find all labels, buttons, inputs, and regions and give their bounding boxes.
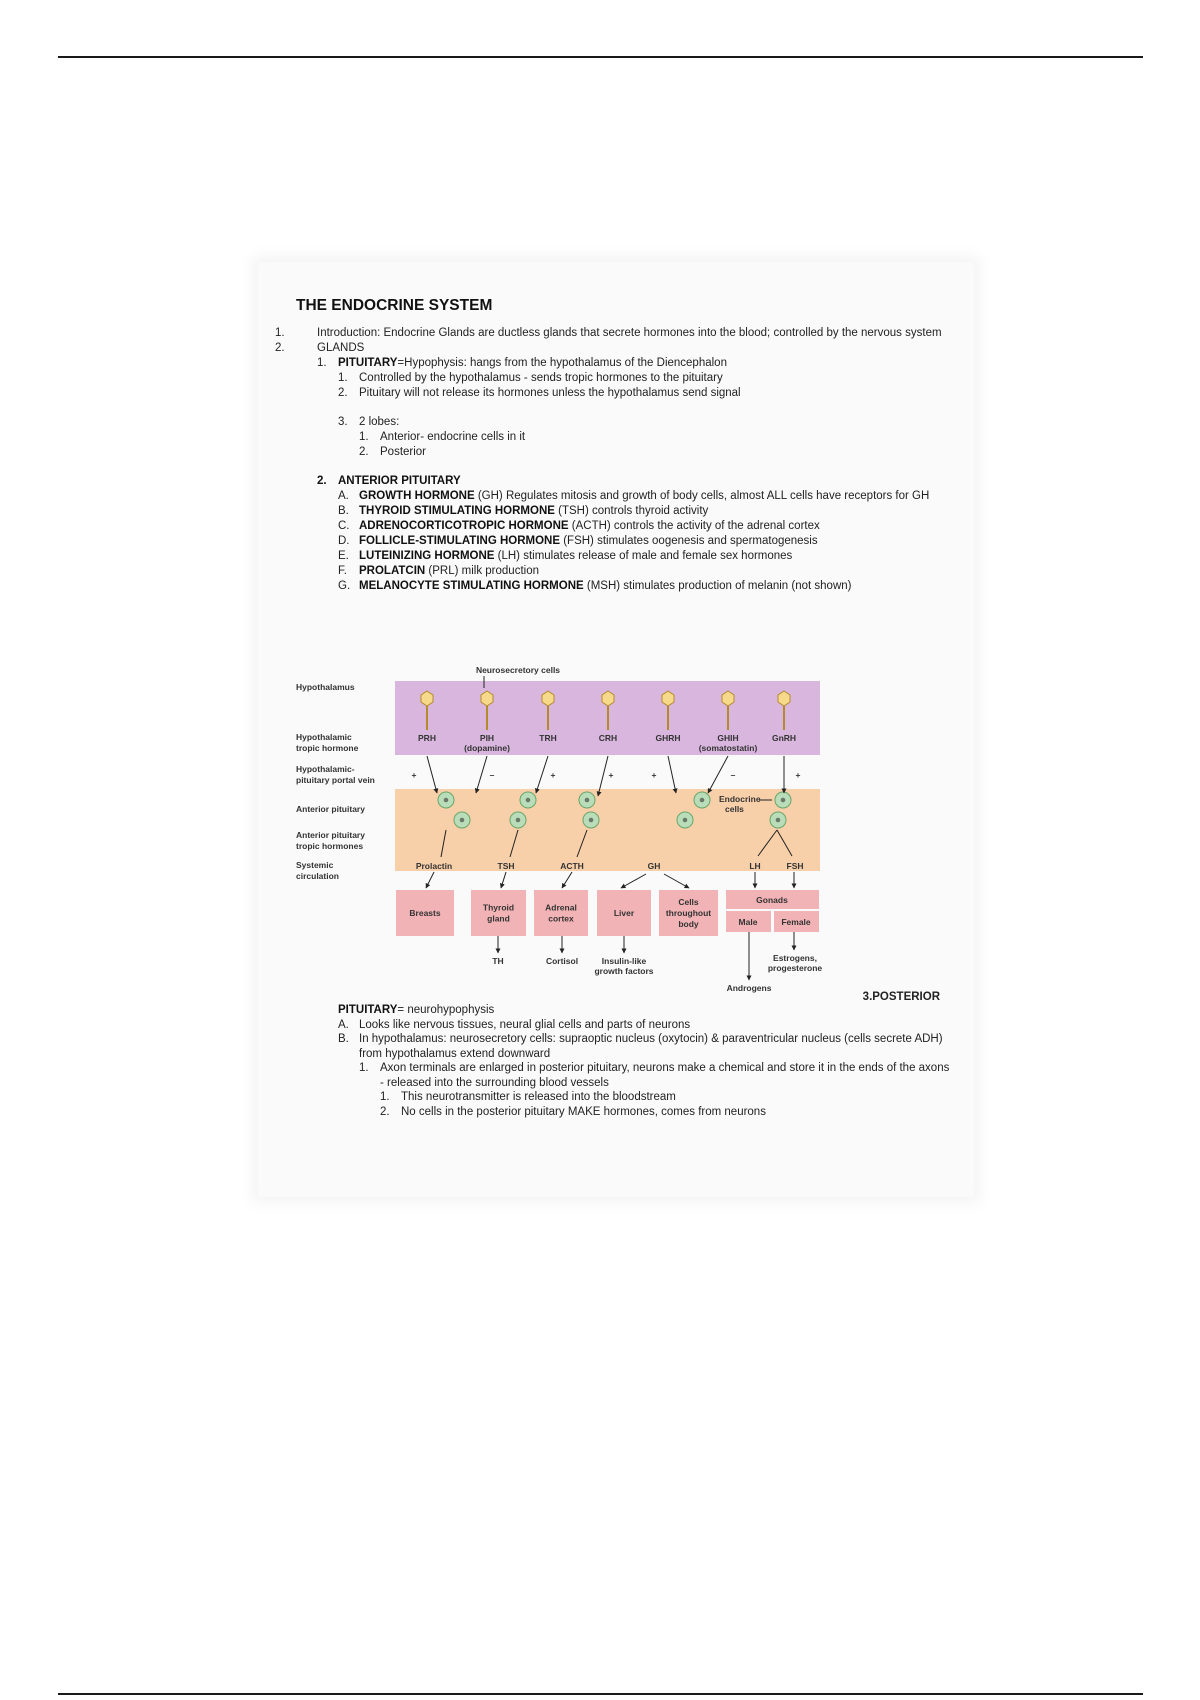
gonads-label: Gonads bbox=[756, 895, 788, 905]
regulation-sign: + bbox=[795, 770, 801, 780]
portal-arrow bbox=[668, 756, 676, 793]
pituitary-hormone: TSH bbox=[497, 861, 515, 871]
posterior-sublist bbox=[359, 1061, 956, 1119]
target-label: body bbox=[678, 919, 699, 929]
spacer bbox=[359, 401, 956, 415]
hypothalamic-hormone: GHIH bbox=[717, 733, 739, 743]
list-item: 2. No cells in the posterior pituitary MAKE hormones, comes from neurons bbox=[380, 1105, 766, 1118]
regulation-sign: + bbox=[608, 770, 614, 780]
hypothalamic-hormone: TRH bbox=[539, 733, 557, 743]
pituitary-hormone: FSH bbox=[786, 861, 804, 871]
regulation-sign: – bbox=[489, 770, 495, 780]
output-label: Estrogens, bbox=[773, 953, 817, 963]
page-title: THE ENDOCRINE SYSTEM bbox=[296, 297, 493, 314]
circulation-arrow bbox=[562, 872, 572, 888]
neuron-icon bbox=[421, 691, 433, 706]
neuron-icon bbox=[481, 691, 493, 706]
cell-nucleus bbox=[585, 798, 590, 803]
row-label: Anterior pituitary bbox=[296, 804, 365, 814]
bottom-rule bbox=[58, 1693, 1143, 1695]
list-item: 1. This neurotransmitter is released into the bloodstream bbox=[380, 1091, 676, 1103]
list-item: B. THYROID STIMULATING HORMONE (TSH) controls thyroid activity bbox=[338, 505, 709, 517]
endocrine-cells-label: cells bbox=[725, 804, 744, 814]
cell-nucleus bbox=[460, 818, 465, 823]
list-item: A. GROWTH HORMONE (GH) Regulates mitosis and growth of body cells, almost ALL cells have receptors for GH bbox=[338, 490, 930, 502]
cell-nucleus bbox=[516, 818, 521, 823]
cell-nucleus bbox=[683, 818, 688, 823]
circulation-arrow bbox=[426, 872, 434, 888]
list-item: 1. Anterior- endocrine cells in it bbox=[359, 431, 526, 443]
anterior-list bbox=[338, 489, 956, 594]
output-label: progesterone bbox=[767, 963, 823, 973]
hypothalamic-hormone: CRH bbox=[598, 733, 618, 743]
neuron-icon bbox=[778, 691, 790, 706]
row-label: Anterior pituitary bbox=[296, 830, 365, 840]
posterior-title: PITUITARY= neurohypophysis bbox=[338, 1004, 495, 1016]
output-label: TH bbox=[492, 956, 504, 966]
row-label: Hypothalamus bbox=[296, 682, 355, 692]
neuron-icon bbox=[542, 691, 554, 706]
circulation-arrow bbox=[621, 874, 646, 888]
target-label: Adrenal bbox=[545, 902, 577, 913]
row-label: tropic hormones bbox=[296, 841, 364, 851]
list-item: B. In hypothalamus: neurosecretory cells: supraoptic nucleus (oxytocin) & paraventricular nucleus (cells secrete ADH) from hypothalamus extend downward 1. Axon terminals are enlarged in posterior pituitary, neurons make a chemical and store it in the ends of the axons - released into the surrounding blood vessels 1. This neurotransmitter is released into the bloodstream 2. No cells in the posterior pituitary MAKE hormones, comes from neurons bbox=[359, 1032, 956, 1119]
list-item: C. ADRENOCORTICOTROPIC HORMONE (ACTH) controls the activity of the adrenal cortex bbox=[338, 520, 820, 532]
row-label: Hypothalamic bbox=[296, 732, 352, 742]
target-label: Cells bbox=[678, 897, 699, 907]
row-label: Hypothalamic- bbox=[296, 764, 355, 774]
target-label: cortex bbox=[548, 913, 574, 924]
regulation-sign: + bbox=[651, 770, 657, 780]
posterior-subsublist bbox=[380, 1090, 956, 1119]
list-item: E. LUTEINIZING HORMONE (LH) stimulates release of male and female sex hormones bbox=[338, 550, 793, 562]
posterior-list bbox=[296, 1018, 956, 1120]
portal-arrow bbox=[427, 756, 437, 793]
document-body bbox=[275, 297, 956, 594]
female-label: Female bbox=[781, 917, 811, 927]
hypothalamic-hormone-note: (somatostatin) bbox=[698, 743, 758, 753]
lobes-item: 3. 2 lobes: 1. Anterior- endocrine cells in it 2. Posterior bbox=[359, 415, 956, 460]
regulation-sign: + bbox=[411, 770, 417, 780]
output-label: growth factors bbox=[594, 966, 654, 976]
hypothalamic-hormone: PRH bbox=[418, 733, 436, 743]
glands-list bbox=[317, 356, 956, 594]
anterior-item: 2. ANTERIOR PITUITARY A. GROWTH HORMONE (GH) Regulates mitosis and growth of body cells, almost ALL cells have receptors for GH B. THYROID STIMULATING HORMONE (TSH) controls thyroid activity C. ADRENOCORTICOTROPIC HORMONE (ACTH) controls the activity of the adrenal cortex D. FOLLICLE-STIMULATING HORMONE (FSH) stimulates oogenesis and spermatogenesis E. LUTEINIZING HORMONE (LH) stimulates release of male and female sex hormones F. PROLATCIN (PRL) milk production G. MELANOCYTE STIMULATING HORMONE (MSH) stimulates production of melanin (not shown) bbox=[338, 474, 956, 594]
hypothalamic-hormone: PIH bbox=[479, 733, 495, 743]
cell-nucleus bbox=[444, 798, 449, 803]
cell-nucleus bbox=[776, 818, 781, 823]
hypothalamic-hormone: GnRH bbox=[771, 733, 797, 743]
pituitary-hormone: ACTH bbox=[560, 861, 584, 871]
posterior-heading: 3.POSTERIOR bbox=[862, 991, 940, 1003]
cell-nucleus bbox=[700, 798, 705, 803]
glands-item: 2. GLANDS 1. PITUITARY=Hypophysis: hangs from the hypothalamus of the Diencephalon 1. Controlled by the hypothalamus - sends tropic hormones to the pituitary 2. Pituitary will not release its hormones unless the hypothalamus send signal 3. 2 lobes: 1. Anterior- endocrine cells in it 2. Posterior 2. ANTERIOR PITUITARY A. GROWTH HORMONE (GH) Regulates mitosis and growth of body cells, almost ALL cells have receptors for GH B. THYROID STIMULATING HORMONE (TSH) controls thyroid activity C. ADRENOCORTICOTROPIC HORMONE (ACTH) controls the activity of the adrenal cortex D. FOLLICLE-STIMULATING HORMONE (FSH) stimulates oogenesis and spermatogenesis E. LUTEINIZING HORMONE (LH) stimulates release of male and female sex hormones F. PROLATCIN (PRL) milk production G. MELANOCYTE STIMULATING HORMONE (MSH) stimulates production of melanin (not shown) bbox=[296, 341, 956, 594]
row-label: pituitary portal vein bbox=[296, 775, 375, 785]
top-rule bbox=[58, 56, 1143, 58]
neuron-icon bbox=[722, 691, 734, 706]
portal-arrow bbox=[536, 756, 548, 793]
list-item: 1. Controlled by the hypothalamus - sends tropic hormones to the pituitary bbox=[338, 372, 723, 384]
target-label: Breasts bbox=[409, 908, 441, 918]
spacer bbox=[338, 460, 956, 474]
hypothalamic-hormone: GHRH bbox=[655, 733, 681, 743]
pituitary-hormone: LH bbox=[749, 861, 761, 871]
output-label: Insulin-like bbox=[601, 956, 647, 966]
portal-arrow bbox=[476, 756, 487, 793]
list-item: D. FOLLICLE-STIMULATING HORMONE (FSH) stimulates oogenesis and spermatogenesis bbox=[338, 535, 818, 547]
posterior-section bbox=[296, 991, 956, 1119]
list-item: F. PROLATCIN (PRL) milk production bbox=[338, 565, 539, 577]
list-item: 2. Pituitary will not release its hormones unless the hypothalamus send signal bbox=[338, 387, 741, 399]
neurosecretory-label: Neurosecretory cells bbox=[475, 665, 561, 675]
target-label: gland bbox=[487, 913, 510, 924]
circulation-arrow bbox=[501, 872, 506, 888]
intro-item: 1. Introduction: Endocrine Glands are ductless glands that secrete hormones into the blood; controlled by the nervous system bbox=[275, 327, 942, 339]
neuron-icon bbox=[662, 691, 674, 706]
endocrine-cells-label: Endocrine bbox=[719, 794, 761, 804]
pituitary-hormone: Prolactin bbox=[415, 861, 453, 871]
row-label: Systemic bbox=[296, 860, 334, 870]
cell-nucleus bbox=[526, 798, 531, 803]
portal-arrow bbox=[708, 756, 728, 793]
output-label: Cortisol bbox=[545, 956, 579, 966]
pituitary-item: 1. PITUITARY=Hypophysis: hangs from the hypothalamus of the Diencephalon 1. Controlled by the hypothalamus - sends tropic hormones to the pituitary 2. Pituitary will not release its hormones unless the hypothalamus send signal 3. 2 lobes: 1. Anterior- endocrine cells in it 2. Posterior bbox=[338, 356, 956, 460]
list-item: 2. Posterior bbox=[359, 446, 427, 458]
target-label: Thyroid bbox=[482, 902, 515, 913]
cell-nucleus bbox=[589, 818, 594, 823]
list-item: 1. Axon terminals are enlarged in posterior pituitary, neurons make a chemical and store it in the ends of the axons - released into the surrounding blood vessels 1. This neurotransmitter is released into the bloodstream 2. No cells in the posterior pituitary MAKE hormones, comes from neurons bbox=[380, 1061, 956, 1119]
pituitary-sublist bbox=[338, 371, 956, 460]
outline-list bbox=[275, 326, 956, 594]
list-item: G. MELANOCYTE STIMULATING HORMONE (MSH) stimulates production of melanin (not shown) bbox=[338, 580, 852, 592]
hypothalamic-hormone-note: (dopamine) bbox=[464, 743, 510, 753]
regulation-sign: + bbox=[550, 770, 556, 780]
pituitary-diagram bbox=[296, 660, 836, 995]
circulation-arrow bbox=[664, 874, 689, 888]
list-item: A. Looks like nervous tissues, neural glial cells and parts of neurons bbox=[338, 1018, 691, 1031]
pituitary-hormone: GH bbox=[647, 861, 661, 871]
output-label: Androgens bbox=[726, 983, 772, 993]
cell-nucleus bbox=[781, 798, 786, 803]
neuron-icon bbox=[602, 691, 614, 706]
regulation-sign: – bbox=[730, 770, 736, 780]
row-label: tropic hormone bbox=[296, 743, 359, 753]
row-label: circulation bbox=[296, 871, 339, 881]
lobes-list bbox=[359, 430, 956, 460]
target-label: Liver bbox=[613, 908, 635, 918]
target-label: throughout bbox=[665, 908, 712, 918]
male-label: Male bbox=[738, 917, 758, 927]
